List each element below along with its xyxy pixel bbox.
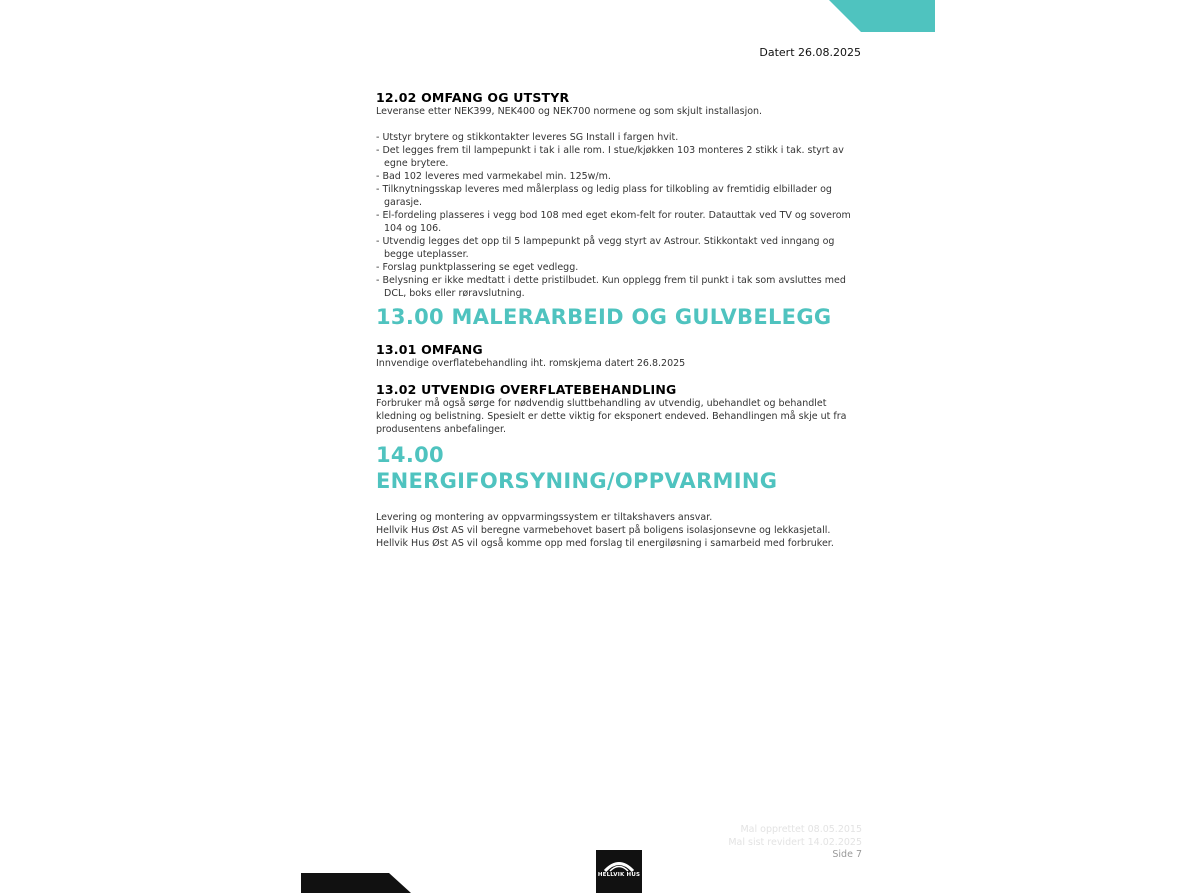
section-heading-12-02: 12.02 OMFANG OG UTSTYR (376, 90, 570, 105)
company-logo (596, 850, 642, 893)
list-item: - El-fordeling plasseres i vegg bod 108 med eget ekom-felt for router. Datauttak ved TV og soverom 104 og 106. (376, 210, 851, 234)
chapter-heading-14-00-title: ENERGIFORSYNING/OPPVARMING (376, 469, 778, 493)
energy-text-line-1: Levering og montering av oppvarmingssystem er tiltakshavers ansvar. (376, 512, 713, 523)
document-page (301, 0, 935, 893)
section-heading-13-01: 13.01 OMFANG (376, 342, 483, 357)
list-item: - Det legges frem til lampepunkt i tak i alle rom. I stue/kjøkken 103 monteres 2 stikk i tak. styrt av egne brytere. (376, 145, 844, 169)
energy-text-line-2: Hellvik Hus Øst AS vil beregne varmebehovet basert på boligens isolasjonsevne og lekkasjetall. (376, 525, 831, 536)
corner-decoration-bottom-left (301, 873, 411, 893)
section-text-13-01: Innvendige overflatebehandling iht. romskjema datert 26.8.2025 (376, 358, 686, 369)
list-item: - Forslag punktplassering se eget vedlegg. (376, 262, 579, 273)
chapter-heading-13-00: 13.00 MALERARBEID OG GULVBELEGG (376, 305, 832, 329)
section-intro-12-02: Leveranse etter NEK399, NEK400 og NEK700 normene og som skjult installasjon. (376, 106, 763, 117)
corner-decoration-top-right (829, 0, 935, 32)
template-created: Mal opprettet 08.05.2015 (740, 824, 862, 835)
equipment-list (376, 131, 866, 300)
list-item: - Bad 102 leveres med varmekabel min. 125w/m. (376, 171, 611, 182)
page-number: Side 7 (832, 849, 862, 860)
template-revised: Mal sist revidert 14.02.2025 (728, 836, 862, 848)
document-content (376, 90, 866, 550)
energy-text-line-3: Hellvik Hus Øst AS vil også komme opp med forslag til energiløsning i samarbeid med forbruker. (376, 538, 834, 549)
document-date: Datert 26.08.2025 (759, 46, 861, 59)
list-item: - Utvendig legges det opp til 5 lampepunkt på vegg styrt av Astrour. Stikkontakt ved inngang og begge uteplasser. (376, 236, 835, 260)
footer-meta (728, 824, 862, 862)
list-item: - Belysning er ikke medtatt i dette pristilbudet. Kun opplegg frem til punkt i tak som avsluttes med DCL, boks eller røravslutning. (376, 275, 846, 299)
logo-text: HELLVIK HUS (597, 872, 641, 878)
list-item: - Utstyr brytere og stikkontakter leveres SG Install i fargen hvit. (376, 132, 679, 143)
list-item: - Tilknytningsskap leveres med målerplass og ledig plass for tilkobling av fremtidig elbillader og garasje. (376, 184, 832, 208)
section-heading-13-02: 13.02 UTVENDIG OVERFLATEBEHANDLING (376, 382, 677, 397)
section-text-13-02: Forbruker må også sørge for nødvendig sluttbehandling av utvendig, ubehandlet og behandlet kledning og belistning. Spesielt er dette viktig for eksponert endeved. Behandlingen må skje ut fra produsentens anbefalinger. (376, 398, 847, 435)
chapter-heading-14-00-number: 14.00 (376, 443, 444, 467)
